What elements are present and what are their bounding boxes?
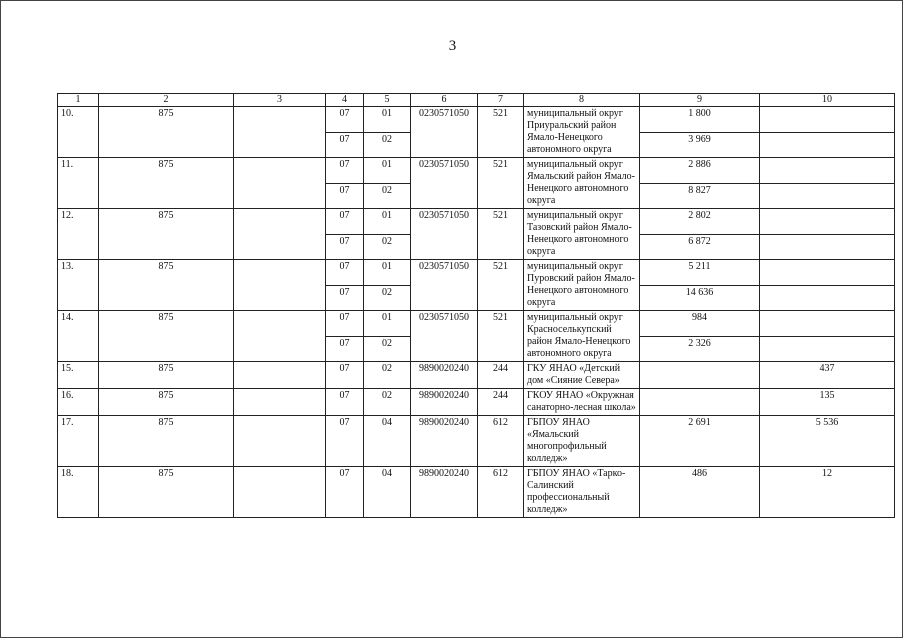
target-article: 9890020240 (411, 467, 478, 518)
ministry-code: 875 (99, 389, 234, 416)
ministry-code: 875 (99, 260, 234, 311)
row-number: 14. (58, 311, 99, 362)
amount-column-10 (760, 158, 895, 184)
table-row (58, 467, 895, 518)
column-3-cell (234, 260, 326, 311)
section-code: 07 (326, 389, 364, 416)
subsection-code: 04 (364, 416, 411, 467)
section-code: 07 (326, 336, 364, 362)
row-number: 12. (58, 209, 99, 260)
subsection-code: 02 (364, 285, 411, 311)
column-header-4: 4 (326, 94, 364, 107)
row-number: 17. (58, 416, 99, 467)
section-code: 07 (326, 158, 364, 184)
subsection-code: 02 (364, 336, 411, 362)
table-row (58, 311, 895, 337)
page-number: 3 (448, 38, 457, 54)
column-header-6: 6 (411, 94, 478, 107)
subsection-code: 02 (364, 389, 411, 416)
ministry-code: 875 (99, 311, 234, 362)
table-row (58, 158, 895, 184)
recipient-name: ГКОУ ЯНАО «Окружная санаторно-лесная школа» (524, 389, 640, 416)
column-3-cell (234, 467, 326, 518)
amount-column-10: 135 (760, 389, 895, 416)
expense-type: 244 (478, 389, 524, 416)
table-row (58, 107, 895, 133)
amount-column-10 (760, 183, 895, 209)
table-row (58, 209, 895, 235)
expense-type: 521 (478, 158, 524, 209)
amount-column-10: 437 (760, 362, 895, 389)
section-code: 07 (326, 467, 364, 518)
column-header-3: 3 (234, 94, 326, 107)
ministry-code: 875 (99, 107, 234, 158)
column-header-2: 2 (99, 94, 234, 107)
amount-column-9 (640, 389, 760, 416)
recipient-name: муниципальный округ Тазовский район Ямало-Ненецкого автономного округа (524, 209, 640, 260)
amount-column-10 (760, 311, 895, 337)
row-number: 10. (58, 107, 99, 158)
column-header-5: 5 (364, 94, 411, 107)
recipient-name: муниципальный округ Пуровский район Ямало-Ненецкого автономного округа (524, 260, 640, 311)
column-3-cell (234, 416, 326, 467)
amount-column-9: 2 691 (640, 416, 760, 467)
amount-column-10 (760, 132, 895, 158)
column-3-cell (234, 362, 326, 389)
column-3-cell (234, 311, 326, 362)
target-article: 0230571050 (411, 158, 478, 209)
amount-column-10 (760, 260, 895, 286)
expense-type: 612 (478, 467, 524, 518)
section-code: 07 (326, 183, 364, 209)
amount-column-10 (760, 285, 895, 311)
amount-column-9 (640, 362, 760, 389)
recipient-name: ГБПОУ ЯНАО «Тарко-Салинский профессиональный колледж» (524, 467, 640, 518)
amount-column-9: 486 (640, 467, 760, 518)
target-article: 0230571050 (411, 260, 478, 311)
subsection-code: 01 (364, 209, 411, 235)
section-code: 07 (326, 260, 364, 286)
column-header-7: 7 (478, 94, 524, 107)
subsection-code: 02 (364, 362, 411, 389)
subsection-code: 04 (364, 467, 411, 518)
table-row (58, 362, 895, 389)
column-3-cell (234, 389, 326, 416)
column-3-cell (234, 209, 326, 260)
amount-column-9: 2 326 (640, 336, 760, 362)
recipient-name: муниципальный округ Красноселькупский район Ямало-Ненецкого автономного округа (524, 311, 640, 362)
section-code: 07 (326, 209, 364, 235)
column-header-8: 8 (524, 94, 640, 107)
table-row (58, 389, 895, 416)
section-code: 07 (326, 362, 364, 389)
column-3-cell (234, 158, 326, 209)
row-number: 16. (58, 389, 99, 416)
column-header-1: 1 (58, 94, 99, 107)
amount-column-9: 2 802 (640, 209, 760, 235)
row-number: 15. (58, 362, 99, 389)
column-header-9: 9 (640, 94, 760, 107)
budget-table (57, 93, 895, 518)
amount-column-10: 5 536 (760, 416, 895, 467)
column-3-cell (234, 107, 326, 158)
recipient-name: муниципальный округ Ямальский район Ямало-Ненецкого автономного округа (524, 158, 640, 209)
table-body (58, 94, 895, 518)
target-article: 0230571050 (411, 311, 478, 362)
section-code: 07 (326, 416, 364, 467)
recipient-name: муниципальный округ Приуральский район Ямало-Ненецкого автономного округа (524, 107, 640, 158)
subsection-code: 02 (364, 234, 411, 260)
ministry-code: 875 (99, 362, 234, 389)
ministry-code: 875 (99, 416, 234, 467)
amount-column-9: 984 (640, 311, 760, 337)
row-number: 11. (58, 158, 99, 209)
target-article: 9890020240 (411, 389, 478, 416)
amount-column-9: 14 636 (640, 285, 760, 311)
amount-column-9: 3 969 (640, 132, 760, 158)
target-article: 9890020240 (411, 362, 478, 389)
section-code: 07 (326, 285, 364, 311)
section-code: 07 (326, 234, 364, 260)
recipient-name: ГБПОУ ЯНАО «Ямальский многопрофильный колледж» (524, 416, 640, 467)
target-article: 0230571050 (411, 209, 478, 260)
expense-type: 521 (478, 311, 524, 362)
row-number: 13. (58, 260, 99, 311)
target-article: 0230571050 (411, 107, 478, 158)
amount-column-9: 2 886 (640, 158, 760, 184)
expense-type: 521 (478, 260, 524, 311)
section-code: 07 (326, 311, 364, 337)
amount-column-10: 12 (760, 467, 895, 518)
amount-column-9: 1 800 (640, 107, 760, 133)
column-number-row (58, 94, 895, 107)
row-number: 18. (58, 467, 99, 518)
section-code: 07 (326, 132, 364, 158)
amount-column-10 (760, 336, 895, 362)
ministry-code: 875 (99, 209, 234, 260)
expense-type: 244 (478, 362, 524, 389)
subsection-code: 02 (364, 183, 411, 209)
subsection-code: 01 (364, 107, 411, 133)
subsection-code: 02 (364, 132, 411, 158)
expense-type: 521 (478, 209, 524, 260)
amount-column-10 (760, 107, 895, 133)
table-row (58, 416, 895, 467)
column-header-10: 10 (760, 94, 895, 107)
amount-column-9: 5 211 (640, 260, 760, 286)
subsection-code: 01 (364, 260, 411, 286)
recipient-name: ГКУ ЯНАО «Детский дом «Сияние Севера» (524, 362, 640, 389)
table-row (58, 260, 895, 286)
subsection-code: 01 (364, 158, 411, 184)
target-article: 9890020240 (411, 416, 478, 467)
amount-column-10 (760, 234, 895, 260)
amount-column-10 (760, 209, 895, 235)
amount-column-9: 6 872 (640, 234, 760, 260)
subsection-code: 01 (364, 311, 411, 337)
ministry-code: 875 (99, 158, 234, 209)
section-code: 07 (326, 107, 364, 133)
expense-type: 521 (478, 107, 524, 158)
ministry-code: 875 (99, 467, 234, 518)
expense-type: 612 (478, 416, 524, 467)
amount-column-9: 8 827 (640, 183, 760, 209)
